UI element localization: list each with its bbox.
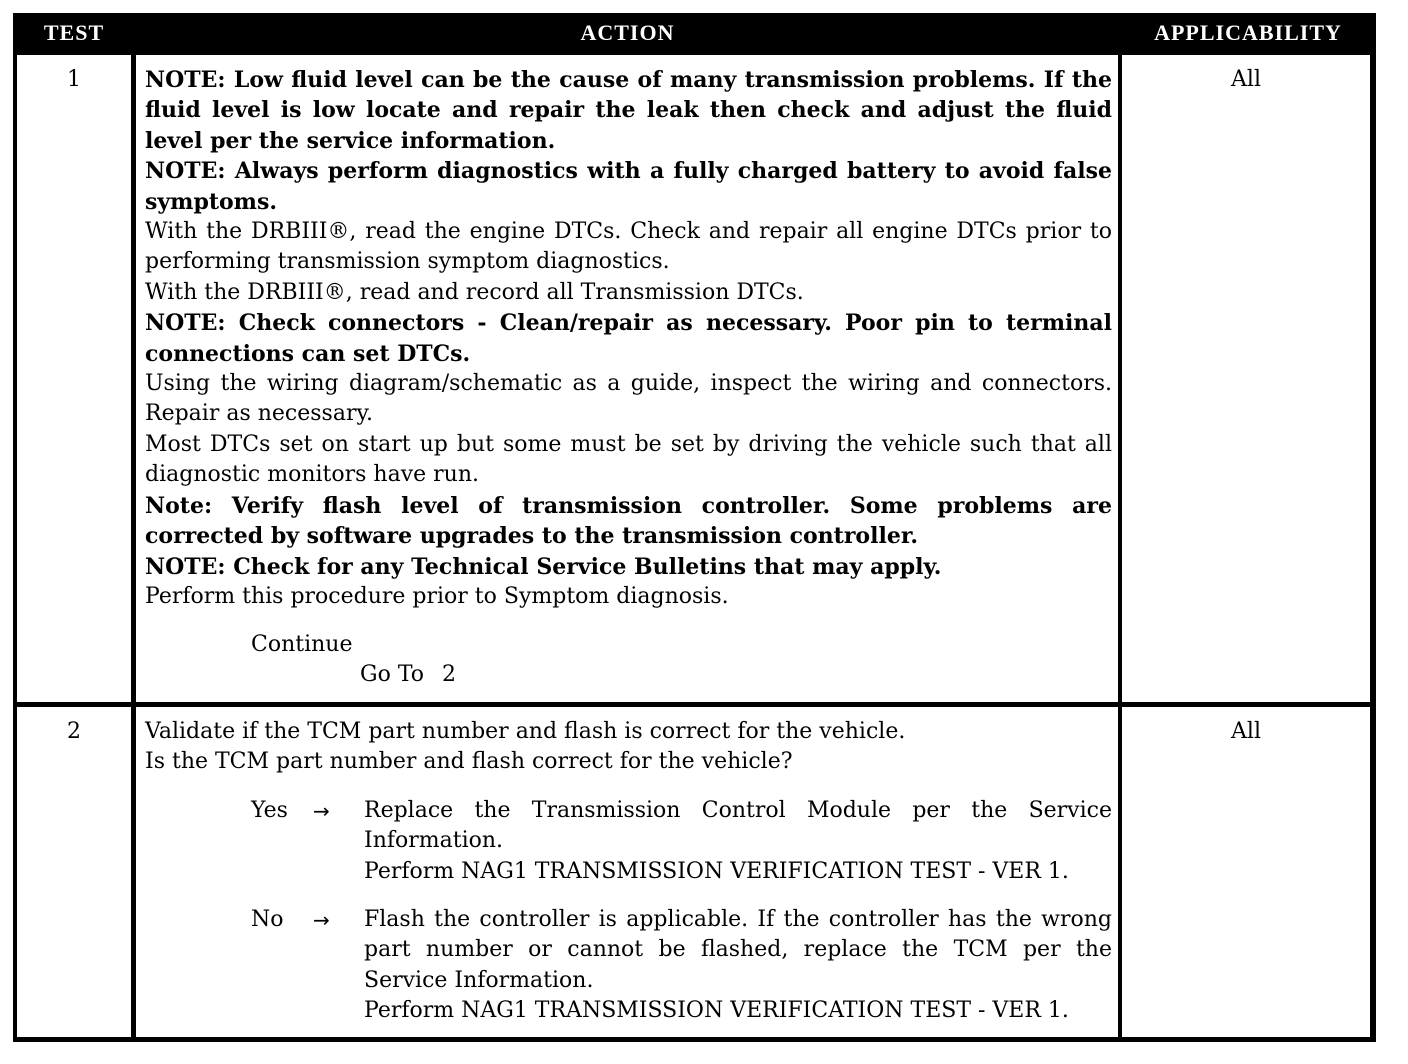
row1-note-flash-level: Note: Verify flash level of transmission controller. Some problems are corrected by software upgrades to the transmission controller. [145, 492, 1112, 550]
row1-applicability: All [1122, 55, 1370, 702]
row1-text-record-dtcs: With the DRBIII®, read and record all Transmission DTCs. [145, 279, 804, 305]
row1-action [136, 55, 1118, 702]
header-action: ACTION [580, 20, 675, 45]
row1-test-number: 1 [17, 55, 131, 702]
row2-yes-branch [145, 796, 1112, 887]
header-test: TEST [43, 20, 105, 45]
row1-goto[interactable] [360, 660, 1112, 690]
row1-text-wiring: Using the wiring diagram/schematic as a guide, inspect the wiring and connectors. Repair as necessary. [145, 371, 1112, 427]
row1-note-tsb: NOTE: Check for any Technical Service Bulletins that may apply. [145, 553, 942, 580]
row1-goto-target[interactable]: 2 [442, 662, 457, 688]
row2-test-number: 2 [17, 707, 131, 1037]
row2-text-validate: Validate if the TCM part number and flash is correct for the vehicle. [145, 719, 906, 744]
row1-continue-label: Continue [251, 632, 353, 658]
no-text: Flash the controller is applicable. If the controller has the wrong part number or cannot be flashed, replace the TCM per the Service Information. [364, 907, 1112, 993]
right-arrow-icon: → [313, 798, 330, 823]
row2-text-question: Is the TCM part number and flash correct for the vehicle? [145, 749, 793, 775]
row1-note-connectors: NOTE: Check connectors - Clean/repair as necessary. Poor pin to terminal connections can set DTCs. [145, 310, 1112, 367]
row2-applicability: All [1122, 707, 1370, 1037]
yes-perform: Perform NAG1 TRANSMISSION VERIFICATION TEST - VER 1. [364, 858, 1069, 884]
row2-action [136, 707, 1118, 1037]
no-label: No [251, 907, 284, 933]
row1-goto-label: Go To [360, 662, 425, 688]
right-arrow-icon: → [313, 908, 330, 933]
header-applicability: APPLICABILITY [1154, 20, 1342, 45]
row1-text-engine-dtcs: With the DRBIII®, read the engine DTCs. Check and repair all engine DTCs prior to performing transmission symptom diagnostics. [145, 219, 1112, 275]
yes-text: Replace the Transmission Control Module per the Service Information. [364, 797, 1112, 854]
no-perform: Perform NAG1 TRANSMISSION VERIFICATION TEST - VER 1. [364, 998, 1069, 1024]
row1-note-battery: NOTE: Always perform diagnostics with a fully charged battery to avoid false symptoms. [145, 158, 1112, 215]
row1-text-perform: Perform this procedure prior to Symptom diagnosis. [145, 583, 729, 609]
row1-note-fluid: NOTE: Low fluid level can be the cause of many transmission problems. If the fluid level is low locate and repair the leak then check and adjust the fluid level per the service information. [145, 67, 1112, 154]
yes-label: Yes [251, 797, 288, 823]
diagnostic-table [13, 13, 1376, 1042]
row2-no-branch [145, 905, 1112, 1027]
row1-text-dtcs-startup: Most DTCs set on start up but some must be set by driving the vehicle such that all diagnostic monitors have run. [145, 431, 1112, 488]
